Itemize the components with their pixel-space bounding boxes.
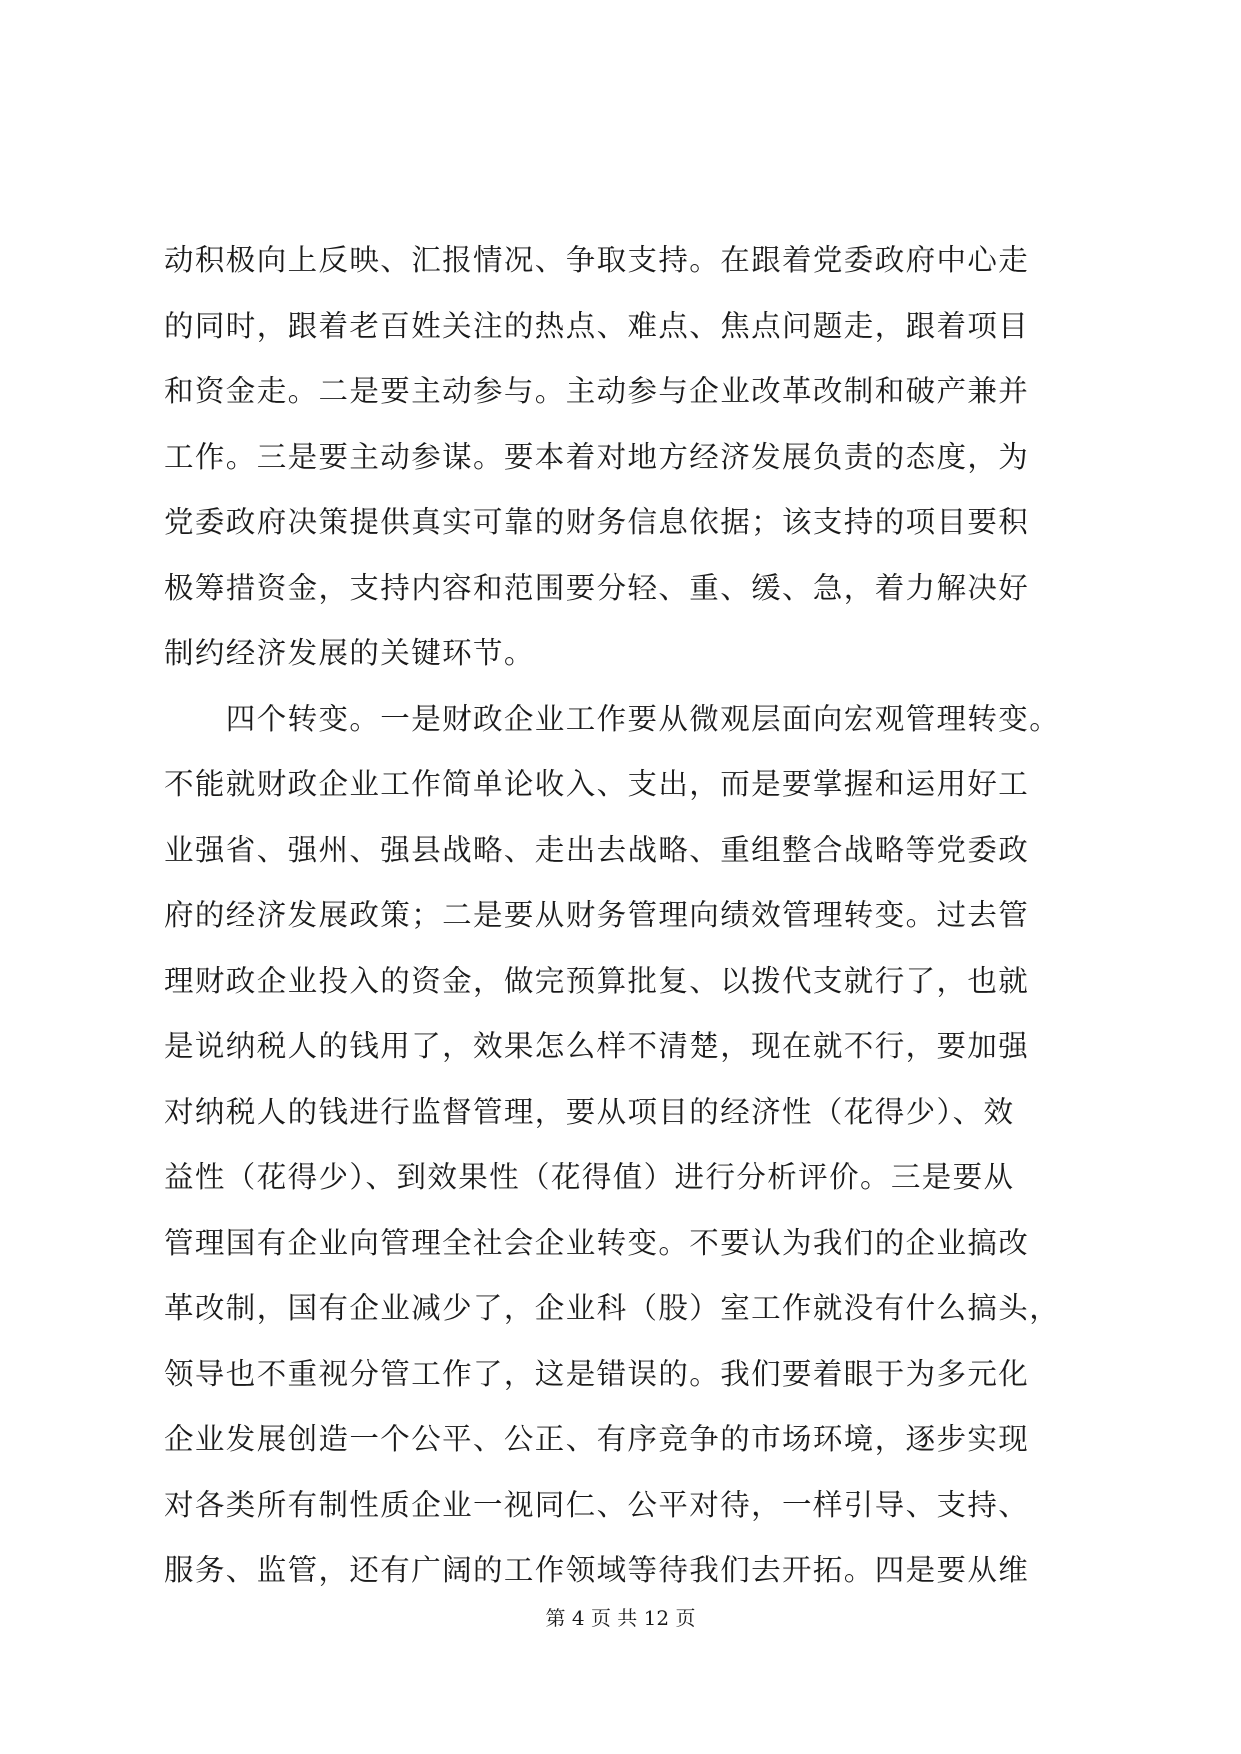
text-line: 对各类所有制性质企业一视同仁、公平对待，一样引导、支持、 <box>164 1487 1030 1522</box>
text-line: 和资金走。二是要主动参与。主动参与企业改革改制和破产兼并 <box>164 374 1030 408</box>
text-line: 的同时，跟着老百姓关注的热点、难点、焦点问题走，跟着项目 <box>164 308 1030 343</box>
text-line: 理财政企业投入的资金，做完预算批复、以拨代支就行了，也就 <box>164 963 1030 998</box>
text-line: 革改制，国有企业减少了，企业科（股）室工作就没有什么搞头， <box>164 1291 1061 1325</box>
text-line: 益性（花得少）、到效果性（花得值）进行分析评价。三是要从 <box>164 1160 1015 1194</box>
text-line: 领导也不重视分管工作了，这是错误的。我们要着眼于为多元化 <box>164 1356 1030 1391</box>
text-line: 对纳税人的钱进行监督管理，要从项目的经济性（花得少）、效 <box>164 1094 1015 1129</box>
text-line: 不能就财政企业工作简单论收入、支出，而是要掌握和运用好工 <box>164 767 1030 801</box>
text-line: 工作。三是要主动参谋。要本着对地方经济发展负责的态度，为 <box>164 439 1030 474</box>
text-line: 服务、监管，还有广阔的工作领域等待我们去开拓。四是要从维 <box>164 1553 1030 1587</box>
text-line: 动积极向上反映、汇报情况、争取支持。在跟着党委政府中心走 <box>164 243 1030 277</box>
text-line: 管理国有企业向管理全社会企业转变。不要认为我们的企业搞改 <box>164 1225 1030 1260</box>
page-number-footer: 第 4 页 共 12 页 <box>545 1606 696 1630</box>
body-text <box>164 228 1084 1604</box>
text-line: 是说纳税人的钱用了，效果怎么样不清楚，现在就不行，要加强 <box>164 1029 1030 1063</box>
text-line: 府的经济发展政策；二是要从财务管理向绩效管理转变。过去管 <box>164 898 1030 932</box>
text-line: 制约经济发展的关键环节。 <box>164 636 535 670</box>
text-line: 极筹措资金，支持内容和范围要分轻、重、缓、急，着力解决好 <box>164 570 1030 605</box>
text-line: 四个转变。一是财政企业工作要从微观层面向宏观管理转变。 <box>164 701 1061 736</box>
text-line: 企业发展创造一个公平、公正、有序竞争的市场环境，逐步实现 <box>164 1422 1030 1456</box>
text-line: 党委政府决策提供真实可靠的财务信息依据；该支持的项目要积 <box>164 505 1030 539</box>
text-line: 业强省、强州、强县战略、走出去战略、重组整合战略等党委政 <box>164 832 1030 867</box>
